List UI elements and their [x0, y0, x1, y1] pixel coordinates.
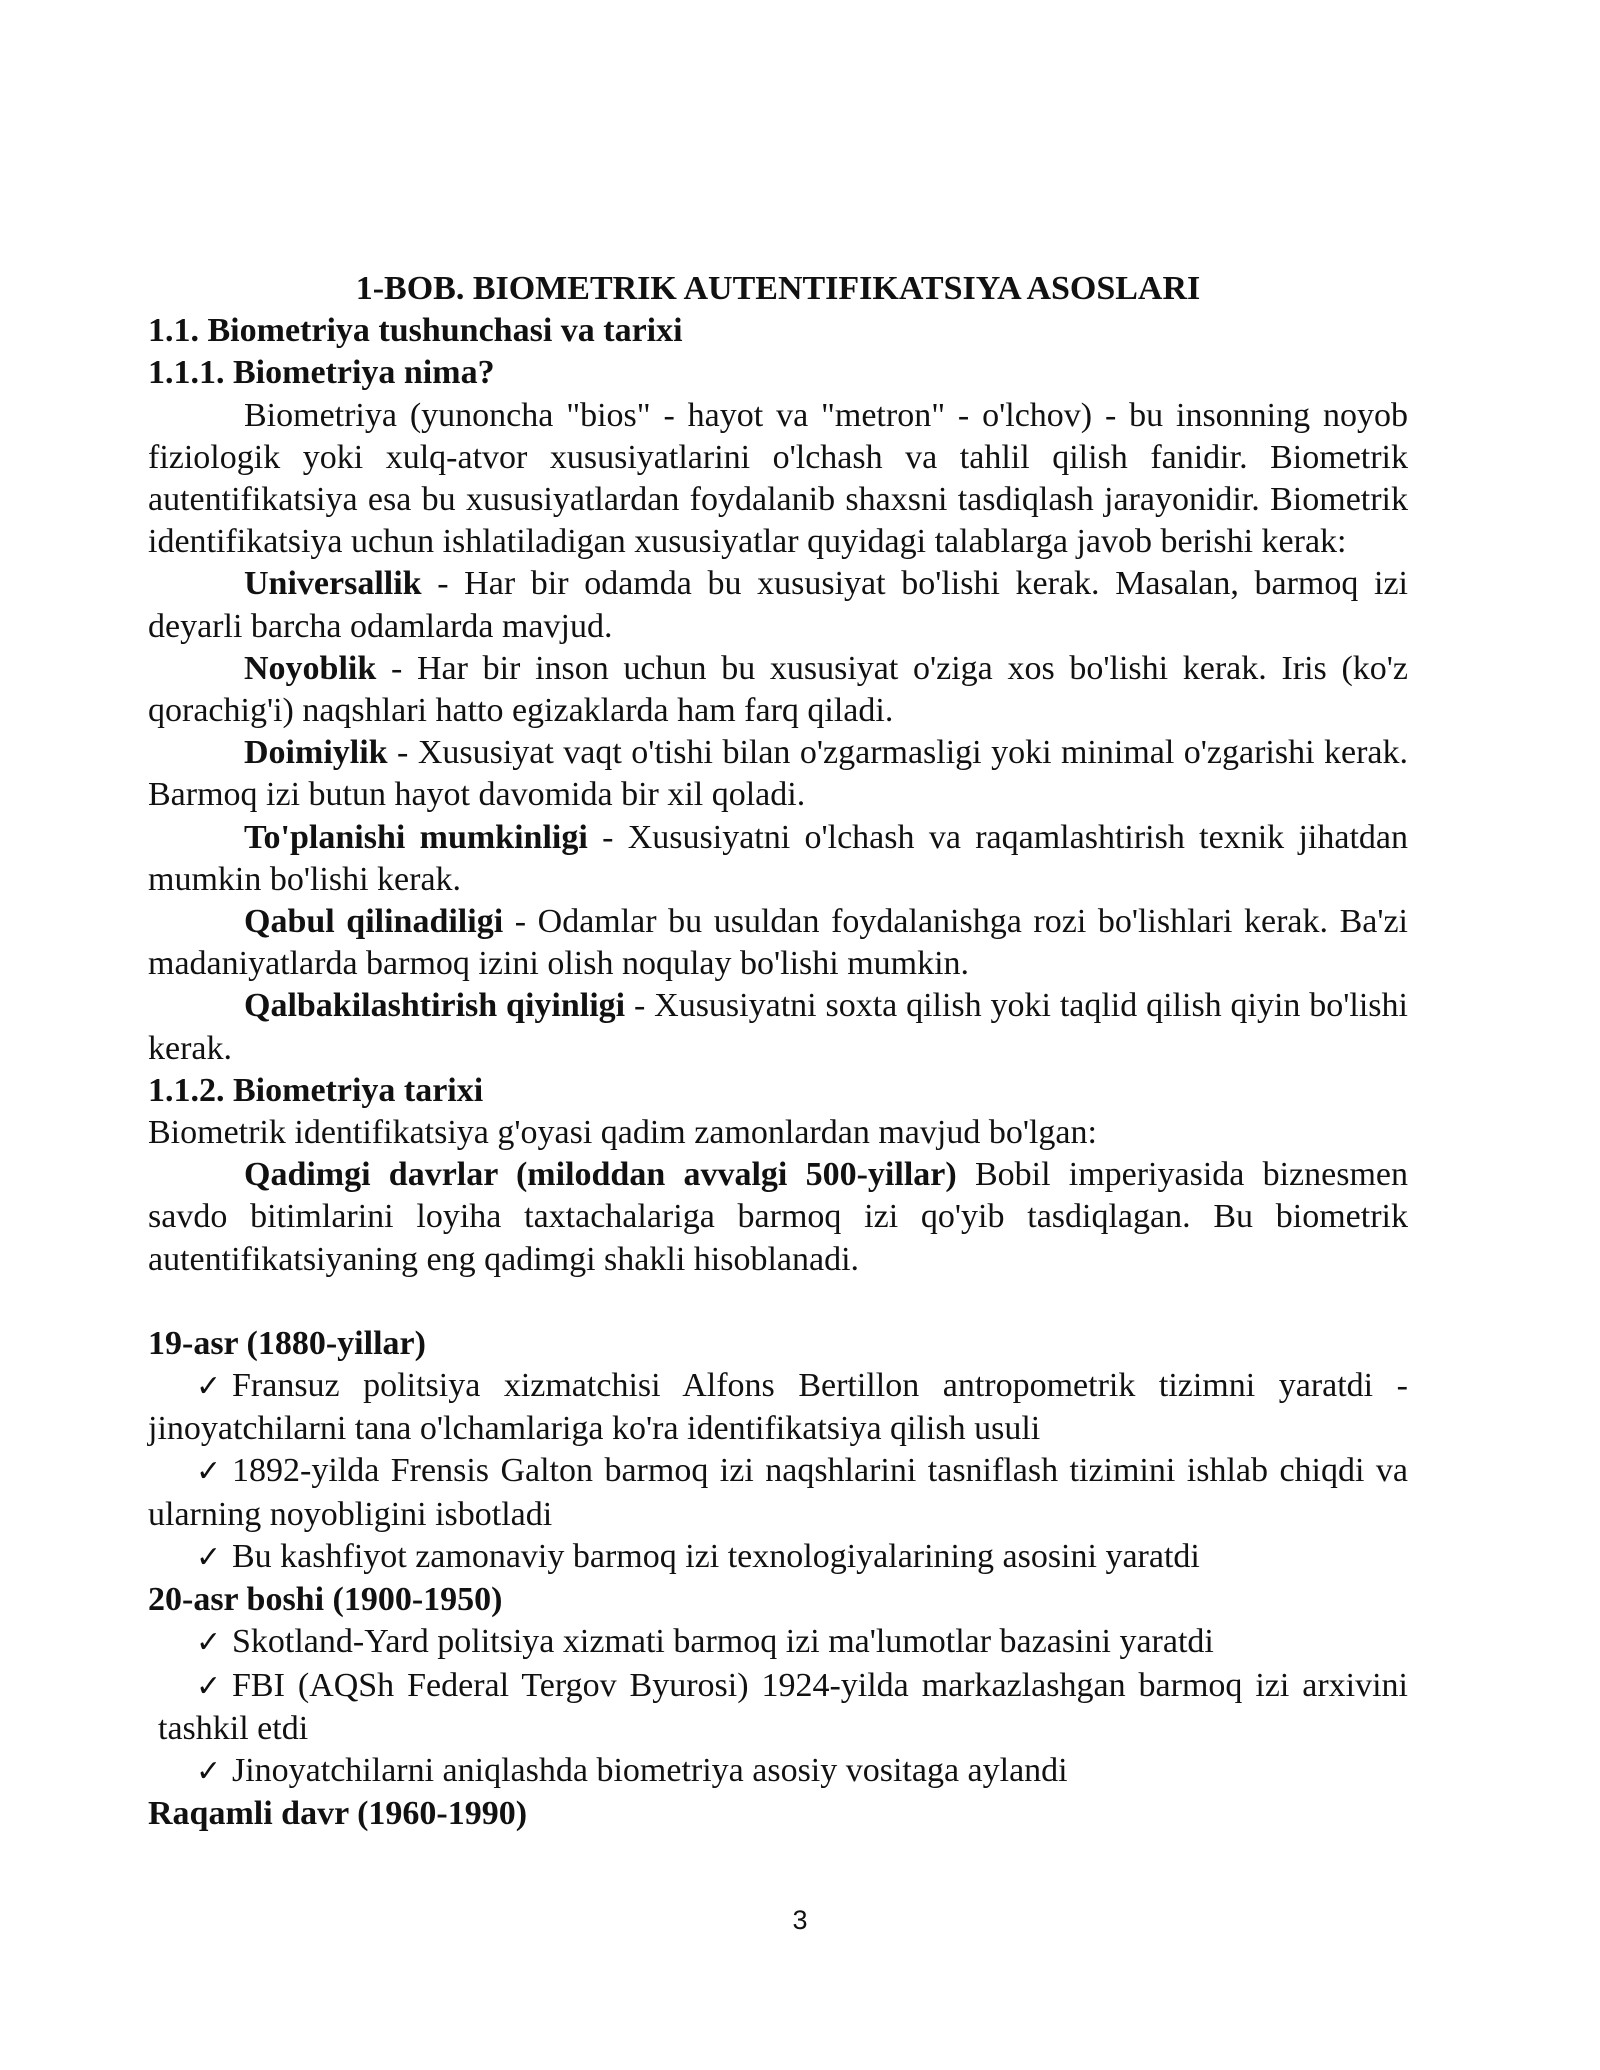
requirement-acceptability — [148, 901, 1408, 985]
list-item-text: FBI (AQSh Federal Tergov Byurosi) 1924-yilda markazlashgan barmoq izi arxivini tashkil etdi — [158, 1666, 1408, 1747]
document-page — [148, 268, 1408, 1835]
requirement-text: - Har bir odamda bu xususiyat bo'lishi kerak. Masalan, barmoq izi deyarli barcha odamlarda mavjud. — [148, 565, 1408, 645]
list-item — [148, 1665, 1408, 1750]
requirement-permanence — [148, 732, 1408, 816]
intro-paragraph: Biometriya (yunoncha "bios" - hayot va "metron" - o'lchov) - bu insonning noyob fiziologik yoki xulq-atvor xususiyatlarini o'lchash va tahlil qilish fanidir. Biometrik autentifikatsiya esa bu xususiyatlardan foydalanib shaxsni tasdiqlash jarayonidir. Biometrik identifikatsiya uchun ishlatiladigan xususiyatlar quyidagi talablarga javob berishi kerak: — [148, 396, 1408, 561]
list-item-text: Fransuz politsiya xizmatchisi Alfons Bertillon antropometrik tizimni yaratdi - jinoyatchilarni tana o'lchamlariga ko'ra identifikatsiya qilish usuli — [148, 1367, 1408, 1448]
list-item — [148, 1750, 1408, 1793]
requirement-term: Universallik — [244, 565, 422, 603]
check-icon: ✓ — [196, 1539, 222, 1575]
list-item-text: Bu kashfiyot zamonaviy barmoq izi texnologiyalarining asosini yaratdi — [232, 1537, 1200, 1575]
page-number: 3 — [792, 1905, 808, 1935]
list-item — [148, 1365, 1408, 1450]
list-item-text: Skotland-Yard politsiya xizmati barmoq izi ma'lumotlar bazasini yaratdi — [232, 1623, 1214, 1661]
section-heading-1-1-1: 1.1.1. Biometriya nima? — [148, 354, 495, 392]
requirement-text: - Odamlar bu usuldan foydalanishga rozi bo'lishlari kerak. Ba'zi madaniyatlarda barmoq izini olish noqulay bo'lishi mumkin. — [148, 903, 1408, 983]
list-item — [148, 1450, 1408, 1535]
ancient-period-text: Bobil imperiyasida biznesmen savdo bitimlarini loyiha taxtachalariga barmoq izi qo'yib tasdiqlagan. Bu biometrik autentifikatsiyaning eng qadimgi shakli hisoblanadi. — [148, 1156, 1409, 1278]
chapter-title: 1-BOB. BIOMETRIK AUTENTIFIKATSIYA ASOSLARI — [355, 270, 1201, 307]
requirement-term: Doimiylik — [244, 734, 388, 772]
requirement-term: Qabul qilinadiligi — [244, 903, 504, 941]
ancient-period — [148, 1154, 1408, 1281]
list-item-text: Jinoyatchilarni aniqlashda biometriya asosiy vositaga aylandi — [232, 1751, 1068, 1789]
era-heading-digital: Raqamli davr (1960-1990) — [148, 1795, 528, 1833]
requirement-collectability — [148, 817, 1408, 901]
ancient-period-term: Qadimgi davrlar (miloddan avvalgi 500-yillar) — [244, 1156, 957, 1194]
requirement-term: To'planishi mumkinligi — [244, 818, 588, 856]
check-icon: ✓ — [196, 1668, 222, 1704]
list-item — [148, 1536, 1408, 1579]
requirement-circumvention — [148, 985, 1408, 1069]
check-icon: ✓ — [196, 1753, 222, 1789]
check-icon: ✓ — [196, 1454, 222, 1490]
requirement-universality — [148, 563, 1408, 647]
list-item-text: 1892-yilda Frensis Galton barmoq izi naqshlarini tasniflash tizimini ishlab chiqdi va ularning noyobligini isbotladi — [148, 1452, 1408, 1533]
section-heading-1-1-2: 1.1.2. Biometriya tarixi — [148, 1071, 484, 1109]
check-icon: ✓ — [196, 1625, 222, 1661]
history-intro: Biometrik identifikatsiya g'oyasi qadim zamonlardan mavjud bo'lgan: — [148, 1114, 1097, 1152]
requirement-text: - Har bir inson uchun bu xususiyat o'ziga xos bo'lishi kerak. Iris (ko'z qorachig'i) naqshlari hatto egizaklarda ham farq qiladi. — [148, 649, 1408, 730]
era-heading-19th-century: 19-asr (1880-yillar) — [148, 1324, 426, 1362]
requirement-term: Noyoblik — [244, 649, 377, 687]
requirement-uniqueness — [148, 648, 1408, 732]
list-item — [148, 1621, 1408, 1664]
blank-line — [148, 1281, 1408, 1323]
check-icon: ✓ — [196, 1369, 222, 1405]
requirement-text: - Xususiyatni o'lchash va raqamlashtirish texnik jihatdan mumkin bo'lishi kerak. — [148, 818, 1408, 898]
requirement-text: - Xususiyat vaqt o'tishi bilan o'zgarmasligi yoki minimal o'zgarishi kerak. Barmoq izi butun hayot davomida bir xil qoladi. — [148, 734, 1408, 814]
requirement-term: Qalbakilashtirish qiyinligi — [244, 987, 626, 1025]
era-heading-early-20th-century: 20-asr boshi (1900-1950) — [148, 1581, 503, 1619]
requirement-text: - Xususiyatni soxta qilish yoki taqlid qilish qiyin bo'lishi kerak. — [148, 987, 1408, 1067]
section-heading-1-1: 1.1. Biometriya tushunchasi va tarixi — [148, 312, 683, 350]
